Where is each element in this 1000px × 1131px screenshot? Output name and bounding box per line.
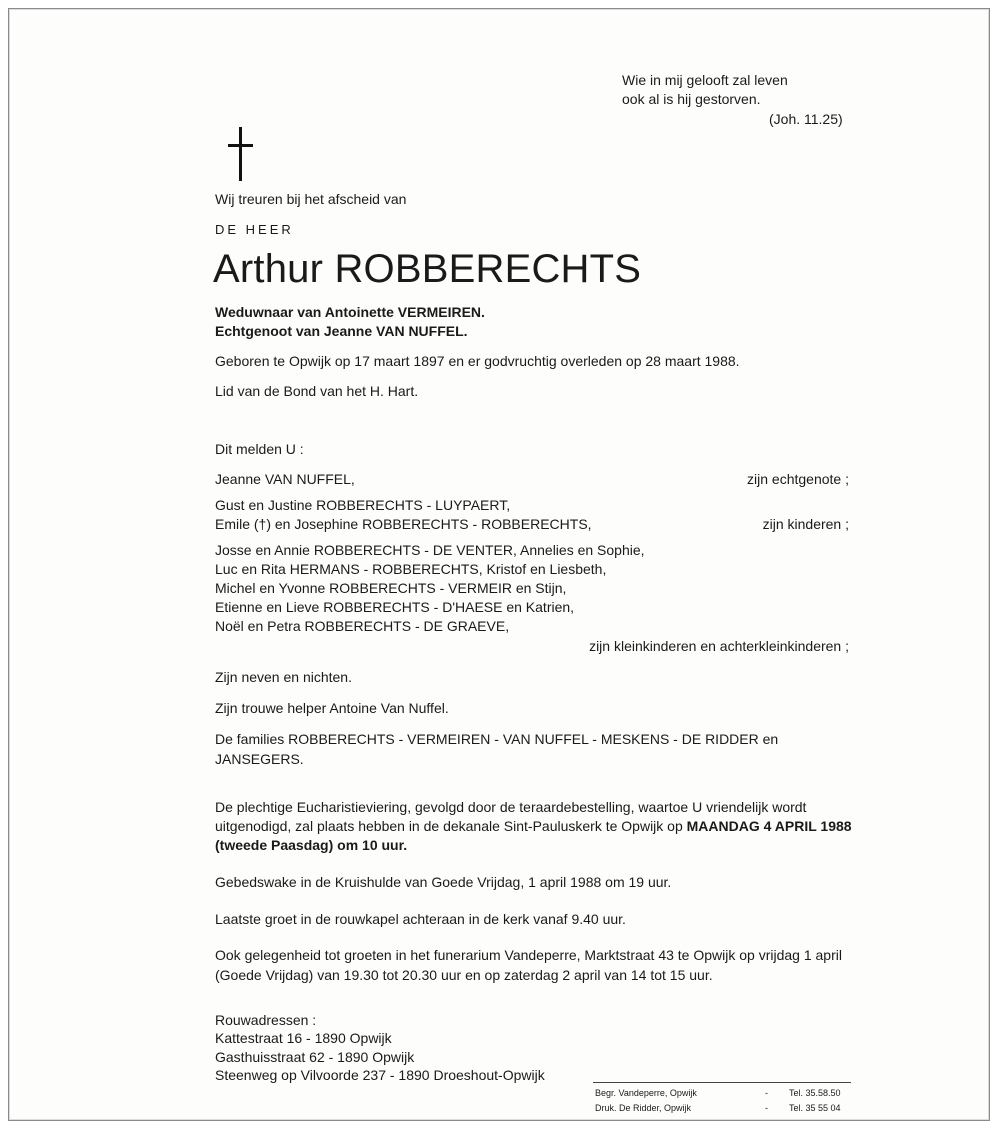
grandchildren-role: zijn kleinkinderen en achterkleinkinderen ; (589, 638, 849, 654)
families-line-1: De families ROBBERECHTS - VERMEIREN - VAN NUFFEL - MESKENS - DE RIDDER en (215, 731, 779, 747)
funeral-home-line-2: (Goede Vrijdag) van 19.30 tot 20.30 uur en op zaterdag 2 april van 14 tot 15 uur. (215, 967, 713, 983)
address-line: Gasthuisstraat 62 - 1890 Opwijk (215, 1049, 415, 1065)
honorific-title: DE HEER (215, 222, 294, 237)
footer-divider (593, 1082, 851, 1083)
address-line: Kattestraat 16 - 1890 Opwijk (215, 1030, 392, 1046)
address-line: Steenweg op Vilvoorde 237 - 1890 Droeshout-Opwijk (215, 1067, 545, 1083)
spouse-name: Jeanne VAN NUFFEL, (215, 471, 355, 487)
verse-line-1: Wie in mij gelooft zal leven (622, 72, 788, 88)
families-line-2: JANSEGERS. (215, 751, 304, 767)
service-line-1: De plechtige Eucharistieviering, gevolgd door de teraardebestelling, waartoe U vriendelijk wordt (215, 799, 807, 815)
cousins-line: Zijn neven en nichten. (215, 669, 352, 685)
service-time: (tweede Paasdag) om 10 uur. (215, 837, 408, 853)
footer-dash: - (765, 1088, 768, 1098)
widower-line: Weduwnaar van Antoinette VERMEIREN. (215, 304, 485, 320)
footer-dash: - (765, 1103, 768, 1113)
vigil-line: Gebedswake in de Kruishulde van Goede Vrijdag, 1 april 1988 om 19 uur. (215, 874, 672, 890)
grandchild-line: Etienne en Lieve ROBBERECHTS - D'HAESE en Katrien, (215, 599, 575, 615)
grandchild-line: Michel en Yvonne ROBBERECHTS - VERMEIR en Stijn, (215, 580, 567, 596)
grandchild-line: Luc en Rita HERMANS - ROBBERECHTS, Kristof en Liesbeth, (215, 561, 607, 577)
children-role: zijn kinderen ; (762, 516, 849, 532)
grandchild-line: Noël en Petra ROBBERECHTS - DE GRAEVE, (215, 618, 510, 634)
service-location: uitgenodigd, zal plaats hebben in de dekanale Sint-Pauluskerk te Opwijk op (215, 818, 683, 834)
addresses-heading: Rouwadressen : (215, 1012, 317, 1028)
last-greeting-line: Laatste groet in de rouwkapel achteraan in de kerk vanaf 9.40 uur. (215, 911, 626, 927)
verse-line-2: ook al is hij gestorven. (622, 91, 761, 107)
service-date: MAANDAG 4 APRIL 1988 (686, 818, 852, 834)
funeral-home-line-1: Ook gelegenheid tot groeten in het funerarium Vandeperre, Marktstraat 43 te Opwijk op vrijdag 1 april (215, 947, 842, 963)
footer-name: Begr. Vandeperre, Opwijk (595, 1088, 697, 1098)
child-line: Emile (†) en Josephine ROBBERECHTS - ROBBERECHTS, (215, 516, 592, 532)
footer-name: Druk. De Ridder, Opwijk (595, 1103, 692, 1113)
announce-heading: Dit melden U : (215, 441, 304, 457)
cross-icon (226, 127, 256, 183)
grandchild-line: Josse en Annie ROBBERECHTS - DE VENTER, Annelies en Sophie, (215, 542, 645, 558)
spouse-role: zijn echtgenote ; (747, 471, 849, 487)
deceased-name: Arthur ROBBERECHTS (213, 247, 642, 291)
helper-line: Zijn trouwe helper Antoine Van Nuffel. (215, 700, 449, 716)
footer-tel: Tel. 35 55 04 (789, 1103, 841, 1113)
intro-text: Wij treuren bij het afscheid van (215, 191, 407, 207)
birth-death-line: Geboren te Opwijk op 17 maart 1897 en er godvruchtig overleden op 28 maart 1988. (215, 353, 740, 369)
service-line-2 (215, 817, 852, 835)
footer-tel: Tel. 35.58.50 (789, 1088, 841, 1098)
verse-reference: (Joh. 11.25) (769, 111, 843, 127)
spouse-line: Echtgenoot van Jeanne VAN NUFFEL. (215, 323, 468, 339)
membership-line: Lid van de Bond van het H. Hart. (215, 383, 419, 399)
child-line: Gust en Justine ROBBERECHTS - LUYPAERT, (215, 497, 511, 513)
